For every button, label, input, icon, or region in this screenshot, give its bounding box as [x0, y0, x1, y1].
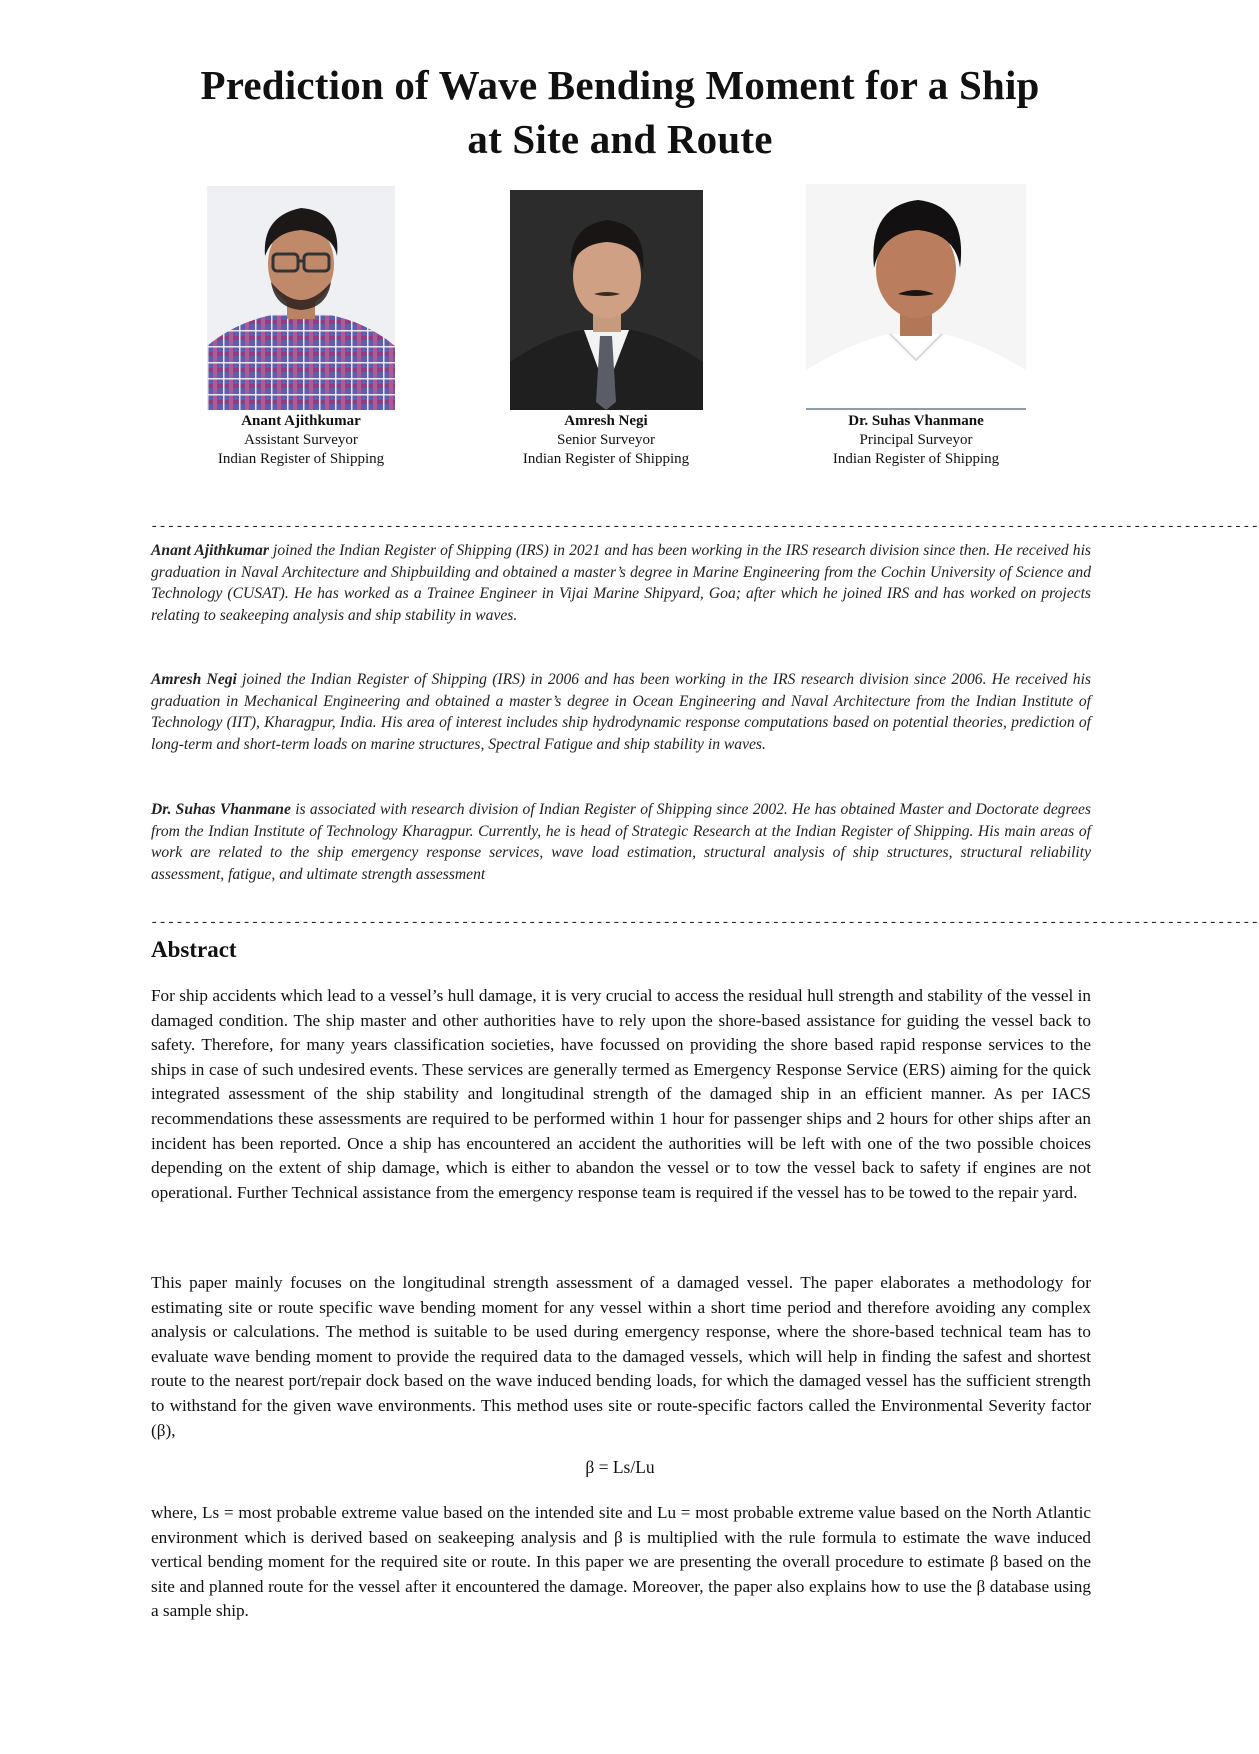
author-photo-negi	[510, 190, 703, 410]
title-line-2: at Site and Route	[467, 116, 773, 162]
title-line-1: Prediction of Wave Bending Moment for a Ship	[200, 62, 1040, 108]
bio-text: is associated with research division of Indian Register of Shipping since 2002. He has obtained Master and Doctorate degrees from the Indian Institute of Technology Kharagpur. Currently, he is head of Strategic Research at the Indian Register of Shipping. His main areas of work are related to the ship emergency response services, wave load estimation, structural analysis of ship structures, structural reliability assessment, fatigue, and ultimate strength assessment	[151, 801, 1091, 883]
abstract-heading: Abstract	[151, 937, 237, 962]
divider-bottom: ------------------------------------------------------------------------------------------------------------------------------------	[150, 915, 1259, 931]
abstract-paragraph-3: where, Ls = most probable extreme value based on the intended site and Lu = most probable extreme value based on the North Atlantic environment which is derived based on seakeeping analysis and β is multiplied with the rule formula to estimate the wave induced vertical bending moment for the required site or route. In this paper we are presenting the overall procedure to estimate β based on the site and planned route for the vessel after it encountered the damage. Moreover, the paper also explains how to use the β database using a sample ship.	[151, 1503, 1091, 1621]
bio-name: Dr. Suhas Vhanmane	[151, 801, 291, 818]
author-role: Assistant Surveyor	[244, 432, 358, 448]
bio-negi	[151, 669, 1091, 755]
abstract-paragraph-2: This paper mainly focuses on the longitudinal strength assessment of a damaged vessel. The paper elaborates a methodology for estimating site or route specific wave bending moment for any vessel within a short time period and therefore avoiding any complex analysis or calculations. The method is suitable to be used during emergency response, where the shore-based technical team has to evaluate wave bending moment to provide the required data to the damaged vessels, which will help in finding the safest and shortest route to the nearest port/repair dock based on the wave induced bending loads, for which the damaged vessel has the sufficient strength to withstand for the given wave environments. This method uses site or route-specific factors called the Environmental Severity factor (β),	[151, 1273, 1091, 1440]
bio-name: Amresh Negi	[151, 671, 237, 688]
author-photo-vhanmane	[806, 184, 1026, 410]
author-photo-ajithkumar	[207, 186, 395, 410]
author-role: Principal Surveyor	[859, 432, 973, 448]
formula-beta: β = Ls/Lu	[585, 1457, 655, 1477]
bio-name: Anant Ajithkumar	[151, 542, 269, 559]
bio-text: joined the Indian Register of Shipping (IRS) in 2006 and has been working in the IRS research division since 2006. He received his graduation in Mechanical Engineering and obtained a master’s degree in Ocean Engineering and Naval Architecture from the Indian Institute of Technology (IIT), Kharagpur, India. His area of interest includes ship hydrodynamic response computations based on potential theories, prediction of long-term and short-term loads on marine structures, Spectral Fatigue and ship stability in waves.	[151, 671, 1091, 753]
author-card-negi	[441, 412, 771, 469]
bio-ajithkumar	[151, 540, 1091, 626]
author-org: Indian Register of Shipping	[217, 451, 385, 467]
author-role: Senior Surveyor	[557, 432, 655, 448]
author-card-ajithkumar	[136, 412, 466, 469]
author-card-vhanmane	[751, 412, 1081, 469]
bio-vhanmane	[151, 799, 1091, 885]
author-org: Indian Register of Shipping	[522, 451, 690, 467]
author-org: Indian Register of Shipping	[832, 451, 1000, 467]
bio-text: joined the Indian Register of Shipping (IRS) in 2021 and has been working in the IRS research division since then. He received his graduation in Naval Architecture and Shipbuilding and obtained a master’s degree in Marine Engineering from the Cochin University of Science and Technology (CUSAT). He has worked as a Trainee Engineer in Vijai Marine Shipyard, Goa; after which he joined IRS and has worked on projects relating to seakeeping analysis and ship stability in waves.	[151, 542, 1092, 624]
author-name: Amresh Negi	[564, 413, 648, 429]
paper-title	[100, 58, 1140, 166]
author-name: Dr. Suhas Vhanmane	[848, 413, 984, 429]
abstract-paragraph-1: For ship accidents which lead to a vessel’s hull damage, it is very crucial to access the residual hull strength and stability of the vessel in damaged condition. The ship master and other authorities have to rely upon the shore-based assistance for guiding the vessel back to safety. Therefore, for many years classification societies, have focussed on providing the shore based rapid response services to the ships in case of such undesired events. These services are generally termed as Emergency Response Service (ERS) aiming for the quick integrated assessment of the ship stability and longitudinal strength of the damaged ship in an efficient manner. As per IACS recommendations these assessments are required to be performed within 1 hour for passenger ships and 2 hours for other ships after an incident has been reported. Once a ship has encountered an accident the authorities will be left with one of the two possible choices depending on the extent of ship damage, which is either to abandon the vessel or to tow the vessel back to safety if engines are not operational. Further Technical assistance from the emergency response team is required if the vessel has to be towed to the repair yard.	[151, 986, 1091, 1202]
divider-top: ------------------------------------------------------------------------------------------------------------------------------------	[150, 519, 1259, 535]
author-name: Anant Ajithkumar	[241, 413, 361, 429]
